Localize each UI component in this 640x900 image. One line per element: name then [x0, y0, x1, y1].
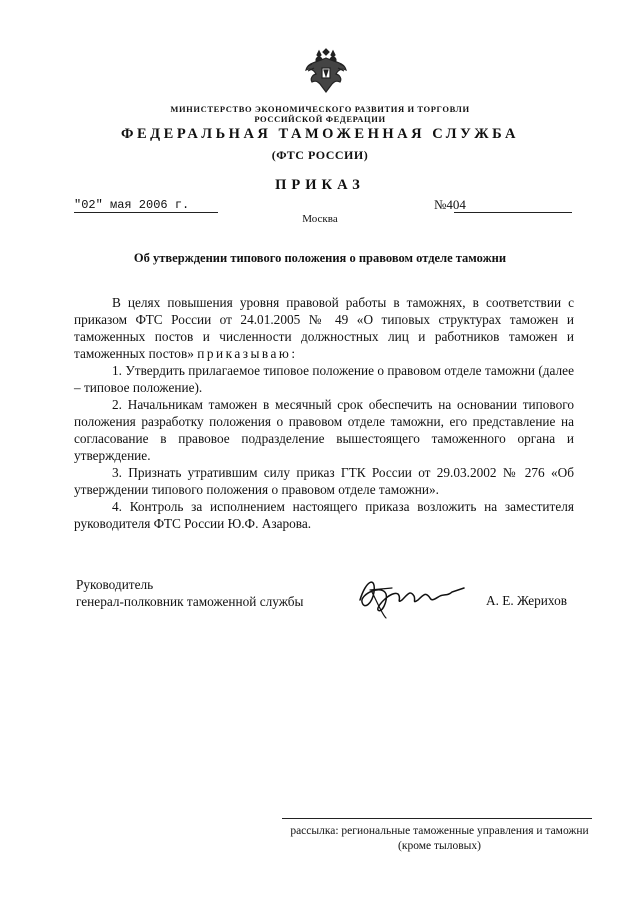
number-label: №	[434, 197, 447, 212]
document-subject: Об утверждении типового положения о правовом отделе таможни	[133, 251, 507, 265]
number-value: 404	[446, 197, 466, 212]
body-item: 3. Признать утратившим силу приказ ГТК России от 29.03.2002 № 276 «Об утверждении типового положения о правовом отделе таможни».	[74, 465, 574, 497]
ministry-line-2: РОССИЙСКОЙ ФЕДЕРАЦИИ	[254, 114, 386, 124]
handwritten-signature	[352, 570, 472, 620]
signatory-name: А. Е. Жерихов	[486, 593, 567, 608]
distribution-line-2: (кроме тыловых)	[398, 840, 481, 852]
ministry-line-1: МИНИСТЕРСТВО ЭКОНОМИЧЕСКОГО РАЗВИТИЯ И ТОРГОВЛИ	[170, 104, 470, 114]
city: Москва	[302, 213, 338, 225]
service-short-name: (ФТС РОССИИ)	[271, 148, 369, 162]
document-type: ПРИКАЗ	[275, 177, 365, 193]
order-word: приказываю:	[197, 346, 298, 361]
document-body	[74, 294, 574, 532]
document-number	[434, 197, 466, 213]
service-name: ФЕДЕРАЛЬНАЯ ТАМОЖЕННАЯ СЛУЖБА	[121, 126, 519, 142]
coat-of-arms-icon	[304, 48, 348, 96]
signatory-title-line-2: генерал-полковник таможенной службы	[76, 594, 304, 609]
body-intro	[74, 294, 574, 362]
distribution-divider	[282, 818, 592, 819]
body-item: 4. Контроль за исполнением настоящего приказа возложить на заместителя руководителя ФТС России Ю.Ф. Азарова.	[74, 499, 574, 531]
signatory-title	[76, 576, 303, 610]
body-item: 1. Утвердить прилагаемое типовое положение о правовом отделе таможни (далее – типовое положение).	[74, 363, 574, 395]
intro-text: В целях повышения уровня правовой работы в таможнях, в соответствии с приказом ФТС России от 24.01.2005 № 49 «О типовых структурах таможен и таможенных постов и численности должностных лиц и работников таможен и таможенных постов»	[74, 295, 574, 361]
signatory-title-line-1: Руководитель	[76, 577, 154, 592]
ministry-name	[0, 104, 640, 124]
distribution-list	[282, 824, 597, 854]
distribution-line-1: рассылка: региональные таможенные управления и таможни	[290, 825, 589, 837]
body-item: 2. Начальникам таможен в месячный срок обеспечить на основании типового положения разработку положения о правовом отделе таможни, его представление на согласование в правовое подразделение вышестоящего таможенного органа и утверждение.	[74, 397, 574, 463]
document-date: "02" мая 2006 г.	[74, 198, 190, 212]
